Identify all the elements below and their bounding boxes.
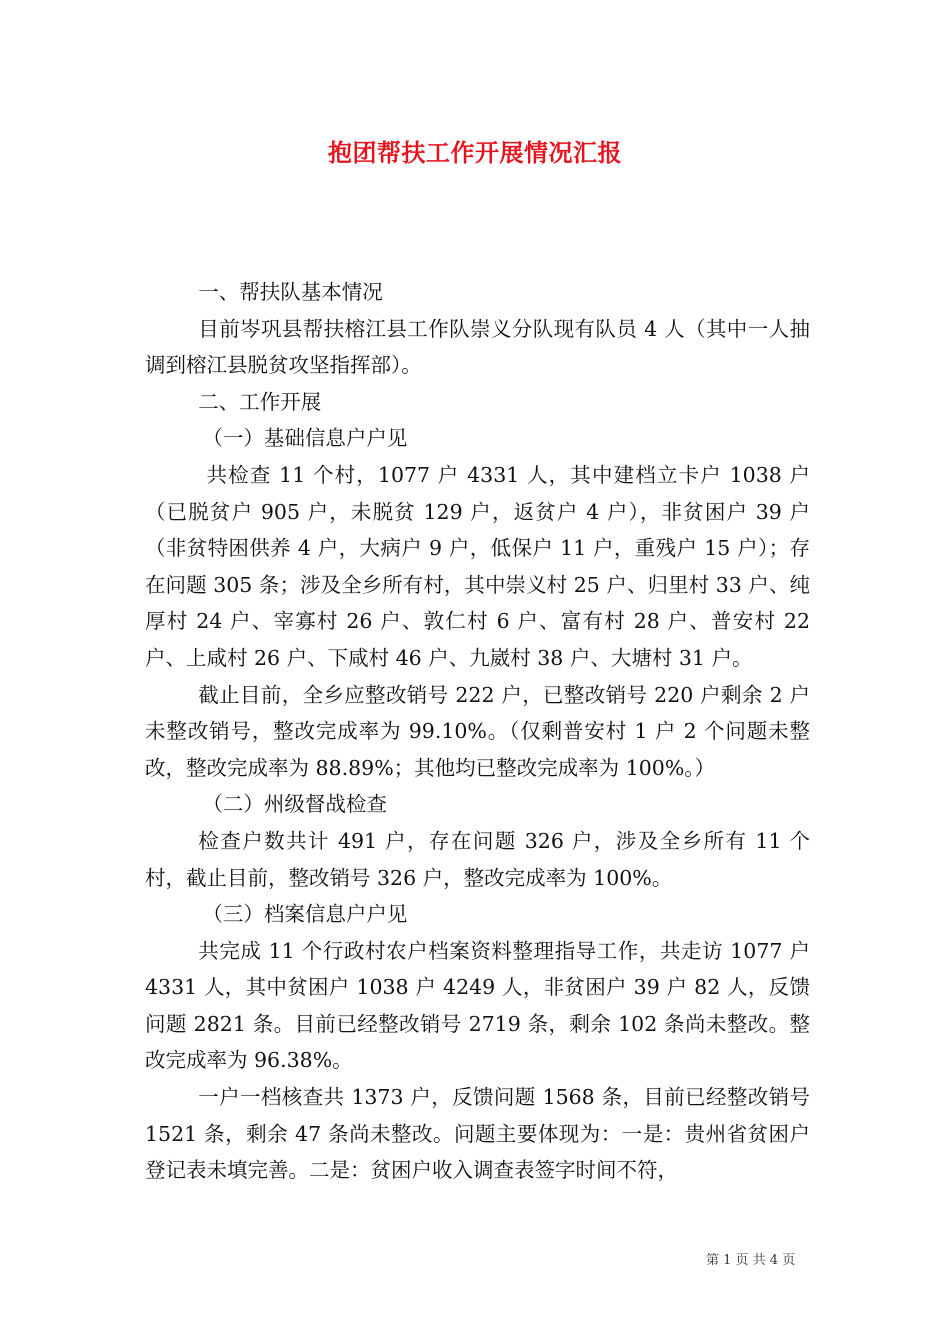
subsection-heading: （二）州级督战检查: [202, 792, 387, 817]
paragraph: 检查户数共计 491 户，存在问题 326 户，涉及全乡所有 11 个村，截止目前，整改销号 326 户，整改完成率为 100%。: [145, 828, 810, 890]
section-heading: 一、帮扶队基本情况: [198, 280, 383, 304]
subsection-heading: （一）基础信息户户见: [202, 426, 408, 451]
document-title: 抱团帮扶工作开展情况汇报: [328, 138, 622, 167]
paragraph: 共检查 11 个村，1077 户 4331 人，其中建档立卡户 1038 户（已脱贫户 905 户，未脱贫 129 户，返贫户 4 户），非贫困户 39 户（非贫特困供养 4 户，大病户 9 户，低保户 11 户，重残户 15 户）；存在问题 305 条；涉及全乡所有村，其中崇义村 25 户、归里村 33 户、纯厚村 24 户、宰寡村 26 户、敦仁村 6 户、富有村 28 户、普安村 22 户、上咸村 26 户、下咸村 46 户、九崴村 38 户、大塘村 31 户。: [145, 462, 810, 670]
page-number-footer: 第 1 页 共 4 页: [706, 1253, 796, 1268]
document-body: [145, 274, 810, 1189]
paragraph: 共完成 11 个行政村农户档案资料整理指导工作，共走访 1077 户 4331 人，其中贫困户 1038 户 4249 人，非贫困户 39 户 82 人，反馈问题 2821 条。目前已经整改销号 2719 条，剩余 102 条尚未整改。整改完成率为 96.38%。: [145, 938, 810, 1073]
subsection-heading: （三）档案信息户户见: [202, 902, 408, 927]
section-heading: 二、工作开展: [198, 389, 322, 414]
paragraph: 目前岑巩县帮扶榕江县工作队崇义分队现有队员 4 人（其中一人抽调到榕江县脱贫攻坚指挥部）。: [145, 316, 810, 378]
paragraph: 截止目前，全乡应整改销号 222 户，已整改销号 220 户剩余 2 户未整改销号，整改完成率为 99.10%。（仅剩普安村 1 户 2 个问题未整改，整改完成率为 88.89%；其他均已整改完成率为 100%。）: [145, 682, 810, 780]
paragraph: 一户一档核查共 1373 户，反馈问题 1568 条，目前已经整改销号 1521 条，剩余 47 条尚未整改。问题主要体现为：一是：贵州省贫困户登记表未填完善。二是：贫困户收入调查表签字时间不符，: [145, 1085, 810, 1183]
